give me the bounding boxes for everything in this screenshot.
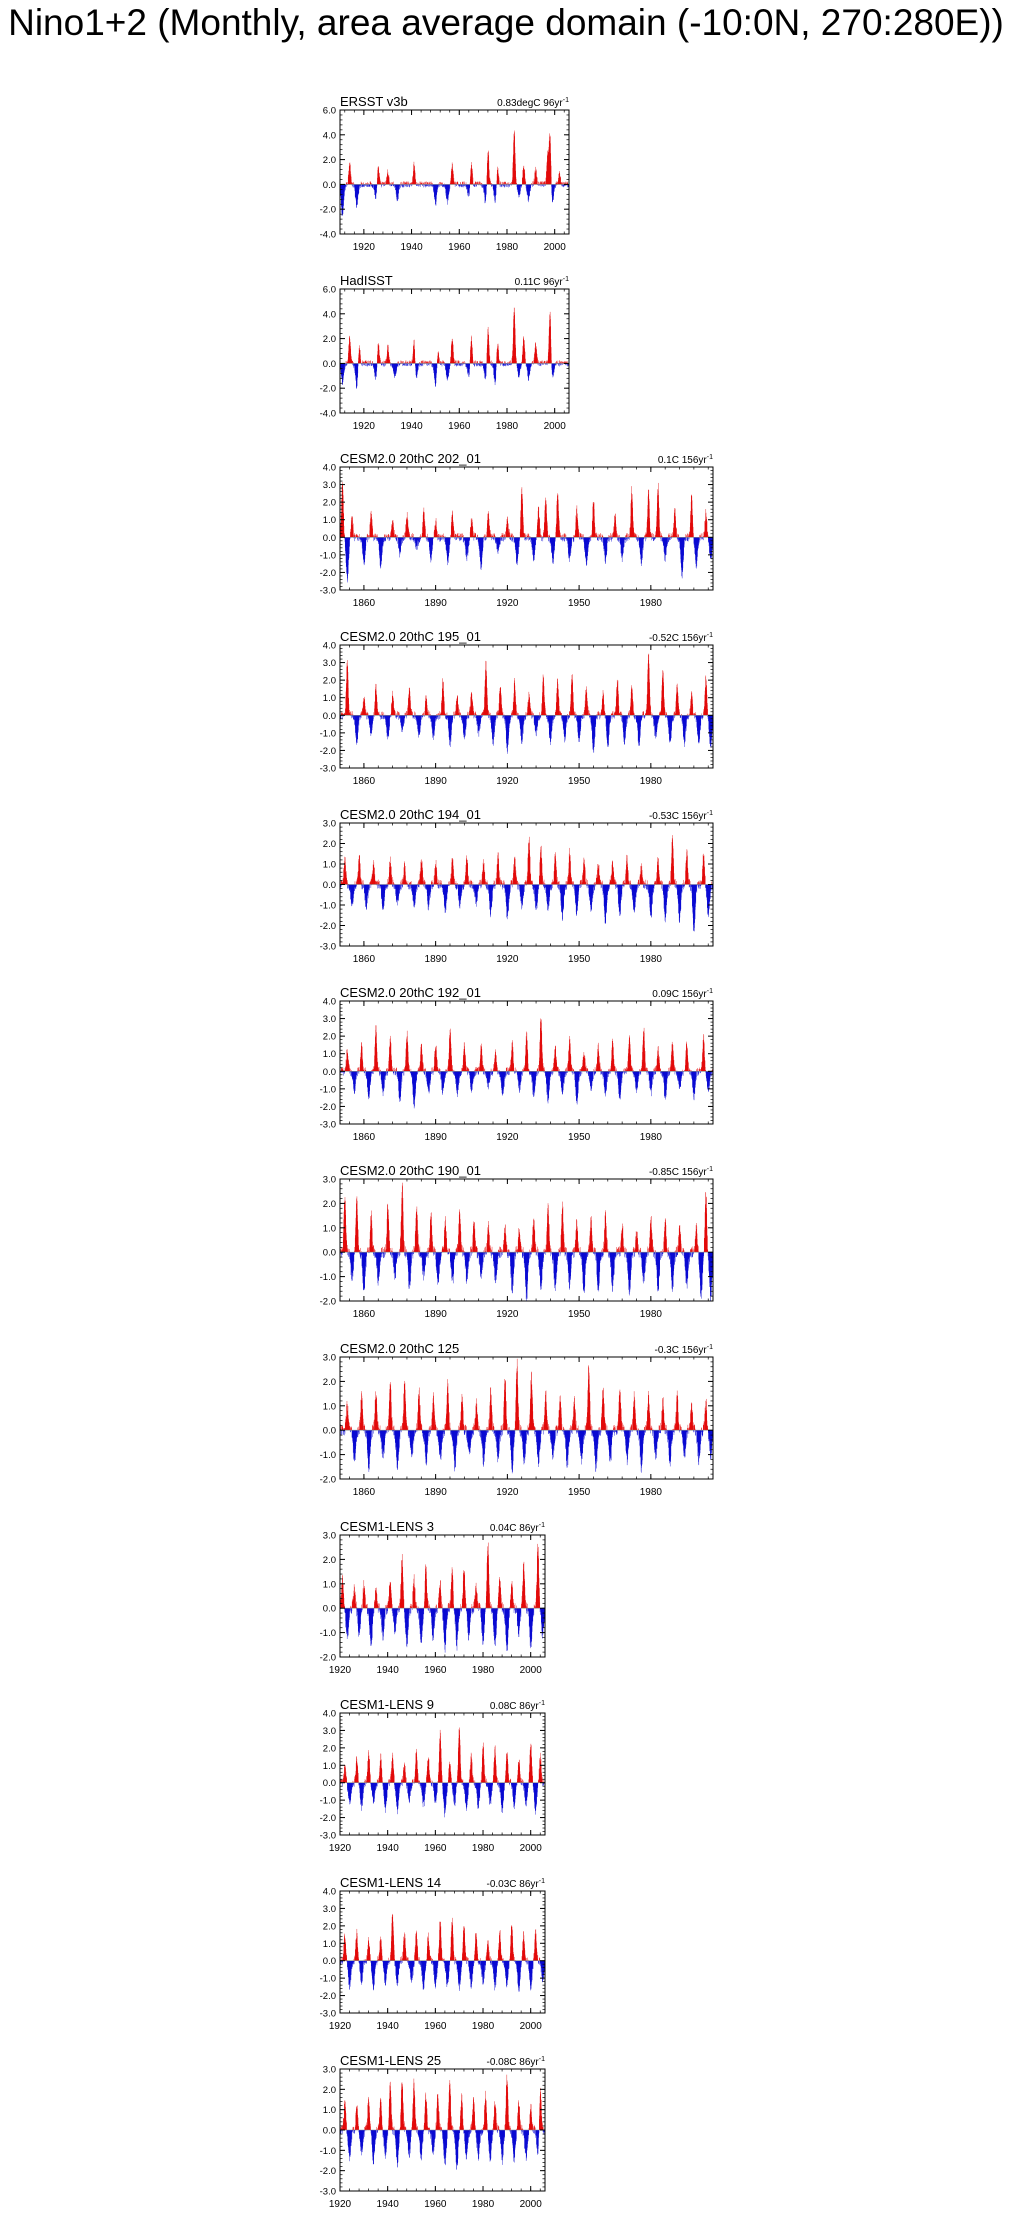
x-tick-label: 2000 <box>544 242 567 253</box>
chart-panel-3 <box>290 445 721 620</box>
trend-label <box>649 632 713 644</box>
x-tick-label: 1980 <box>496 421 519 432</box>
y-tick-label: -4.0 <box>320 230 336 241</box>
x-tick-label: 1860 <box>353 598 376 609</box>
chart-title: ERSST v3b <box>340 94 408 109</box>
chart-panel-4 <box>290 623 721 798</box>
x-tick-label: 1940 <box>400 242 423 253</box>
trend-label <box>515 276 570 288</box>
bar-series <box>340 482 713 582</box>
plot-frame <box>340 289 569 413</box>
chart-title: CESM2.0 20thC 202_01 <box>340 451 481 466</box>
y-tick-label: 4.0 <box>323 309 336 320</box>
y-tick-label: -2.0 <box>320 568 336 579</box>
y-tick-label: 4.0 <box>323 130 336 141</box>
y-tick-label: 6.0 <box>323 285 336 296</box>
y-tick-label: 4.0 <box>323 463 336 474</box>
bar-series <box>340 308 569 389</box>
y-tick-label: -1.0 <box>320 550 336 561</box>
chart-title: CESM2.0 20thC 195_01 <box>340 629 481 644</box>
y-tick-label: 0.0 <box>323 359 336 370</box>
y-tick-label: 6.0 <box>323 106 336 117</box>
trend-value: 0.11C 96yr <box>515 277 564 288</box>
trend-exponent: -1 <box>563 276 569 283</box>
x-tick-label: 1920 <box>353 421 376 432</box>
trend-exponent: -1 <box>707 632 713 639</box>
x-tick-label: 1950 <box>568 598 591 609</box>
trend-value: 0.1C 156yr <box>658 455 708 466</box>
trend-label <box>658 454 713 466</box>
x-tick-label: 1920 <box>496 598 519 609</box>
y-tick-label: -2.0 <box>320 384 336 395</box>
chart-panel-2 <box>290 267 577 443</box>
x-tick-label: 1890 <box>425 598 448 609</box>
bar-series <box>340 654 713 754</box>
trend-exponent: -1 <box>707 454 713 461</box>
x-tick-label: 1980 <box>640 598 663 609</box>
bar-series <box>340 131 569 216</box>
plot-frame <box>340 110 569 234</box>
trend-label <box>497 97 569 109</box>
y-tick-label: 0.0 <box>323 180 336 191</box>
chart-title: HadISST <box>340 273 393 288</box>
x-tick-label: 1960 <box>448 421 471 432</box>
x-tick-label: 1920 <box>353 242 376 253</box>
page-title: Nino1+2 (Monthly, area average domain (-10:0N, 270:280E)) <box>0 2 1012 44</box>
trend-exponent: -1 <box>563 97 569 104</box>
x-tick-label: 1940 <box>400 421 423 432</box>
trend-value: -0.52C 156yr <box>649 633 707 644</box>
chart-panel-1 <box>290 88 577 264</box>
y-tick-label: 3.0 <box>323 480 336 491</box>
y-tick-label: -3.0 <box>320 586 336 597</box>
y-tick-label: 1.0 <box>323 515 336 526</box>
x-tick-label: 2000 <box>544 421 567 432</box>
x-tick-label: 1980 <box>496 242 519 253</box>
trend-value: 0.83degC 96yr <box>497 98 563 109</box>
y-tick-label: -2.0 <box>320 205 336 216</box>
y-tick-label: 2.0 <box>323 155 336 166</box>
y-tick-label: -4.0 <box>320 409 336 420</box>
y-tick-label: 2.0 <box>323 334 336 345</box>
y-tick-label: 0.0 <box>323 533 336 544</box>
y-tick-label: 2.0 <box>323 498 336 509</box>
x-tick-label: 1960 <box>448 242 471 253</box>
